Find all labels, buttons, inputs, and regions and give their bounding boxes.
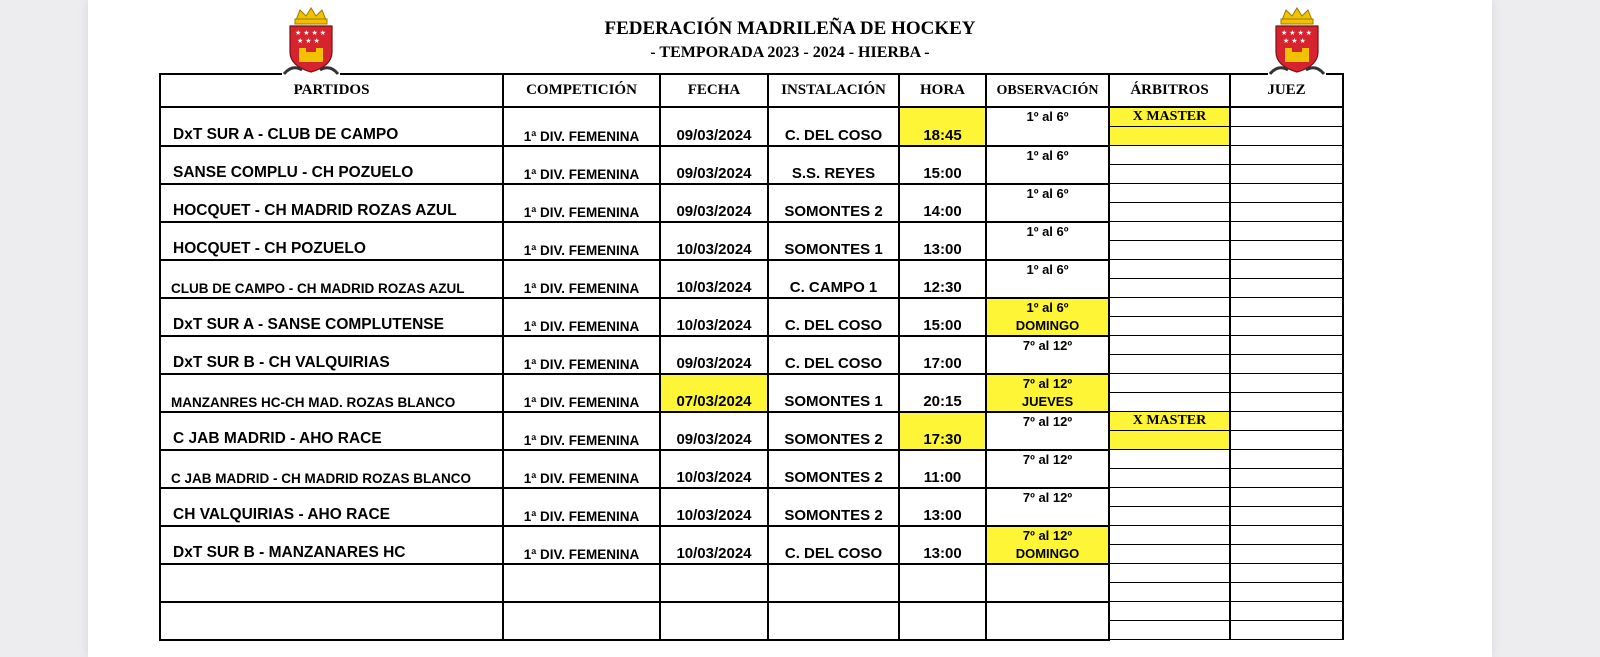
juez-cell [1230,393,1343,412]
juez-cell [1230,374,1343,393]
competicion-cell: 1ª DIV. FEMENINA [503,374,660,412]
instalacion-cell [768,602,899,640]
arbitro-cell [1109,469,1230,488]
partido-cell: DxT SUR A - CLUB DE CAMPO [160,107,503,146]
juez-cell [1230,127,1343,146]
observacion-line: 1º al 6º [1026,109,1069,124]
competicion-cell [503,602,660,640]
fecha-cell: 09/03/2024 [660,107,768,146]
observacion-line: 7º al 12º [1022,413,1073,429]
instalacion-cell: SOMONTES 1 [768,222,899,260]
observacion-line: DOMINGO [1015,317,1080,333]
juez-cell [1230,241,1343,260]
svg-text:★ ★ ★ ★: ★ ★ ★ ★ [1281,30,1312,37]
observacion-cell [986,450,1109,488]
hora-cell: 17:00 [899,336,986,374]
observacion-cell [986,602,1109,640]
table-row [160,336,1343,355]
juez-cell [1230,507,1343,526]
juez-cell [1230,355,1343,374]
svg-text:★ ★ ★ ★: ★ ★ ★ ★ [295,30,326,37]
arbitro-cell [1109,488,1230,507]
juez-cell [1230,260,1343,279]
observacion-line: 1º al 6º [1026,223,1069,239]
hora-cell: 11:00 [899,450,986,488]
juez-cell [1230,298,1343,317]
partido-cell: DxT SUR B - MANZANARES HC [160,526,503,564]
table-row [160,298,1343,317]
juez-cell [1230,107,1343,127]
juez-cell [1230,488,1343,507]
arbitro-cell [1109,146,1230,165]
instalacion-cell: C. DEL COSO [768,107,899,146]
juez-cell [1230,431,1343,450]
instalacion-cell: SOMONTES 1 [768,374,899,412]
table-row [160,488,1343,507]
fecha-cell: 10/03/2024 [660,222,768,260]
juez-cell [1230,146,1343,165]
competicion-cell: 1ª DIV. FEMENINA [503,146,660,184]
hora-cell: 15:00 [899,298,986,336]
hora-cell: 17:30 [899,412,986,450]
schedule-sheet [88,0,1492,657]
column-header-instalacion: INSTALACIÓN [768,74,899,107]
fecha-cell: 10/03/2024 [660,526,768,564]
juez-cell [1230,317,1343,336]
partido-cell: CLUB DE CAMPO - CH MADRID ROZAS AZUL [160,260,503,298]
svg-text:★ ★ ★: ★ ★ ★ [1283,38,1306,45]
arbitro-cell [1109,184,1230,203]
partido-cell: C JAB MADRID - CH MADRID ROZAS BLANCO [160,450,503,488]
arbitro-cell [1109,526,1230,545]
partido-cell: DxT SUR B - CH VALQUIRIAS [160,336,503,374]
juez-cell [1230,203,1343,222]
observacion-line: 7º al 12º [1022,527,1073,543]
hora-cell [899,564,986,602]
juez-cell [1230,602,1343,621]
table-row [160,602,1343,621]
partido-cell [160,564,503,602]
arbitro-cell [1109,621,1230,640]
table-row [160,564,1343,583]
observacion-line: 7º al 12º [1022,337,1073,353]
observacion-cell [986,336,1109,374]
competicion-cell: 1ª DIV. FEMENINA [503,222,660,260]
column-header-arbitros: ÁRBITROS [1109,74,1230,107]
observacion-cell [986,412,1109,450]
column-header-partidos: PARTIDOS [160,74,503,107]
observacion-cell [986,564,1109,602]
partido-cell: MANZANRES HC-CH MAD. ROZAS BLANCO [160,374,503,412]
observacion-line: 1º al 6º [1026,299,1069,315]
partido-cell [160,602,503,640]
fecha-cell [660,564,768,602]
table-row [160,260,1343,279]
instalacion-cell: SOMONTES 2 [768,412,899,450]
hora-cell: 15:00 [899,146,986,184]
table-row [160,526,1343,545]
instalacion-cell: C. CAMPO 1 [768,260,899,298]
observacion-cell [986,260,1109,298]
fecha-cell: 09/03/2024 [660,184,768,222]
competicion-cell: 1ª DIV. FEMENINA [503,488,660,526]
competicion-cell: 1ª DIV. FEMENINA [503,107,660,146]
observacion-cell [986,374,1109,412]
instalacion-cell: S.S. REYES [768,146,899,184]
juez-cell [1230,336,1343,355]
column-header-observacion: OBSERVACIÓN [986,74,1109,107]
competicion-cell: 1ª DIV. FEMENINA [503,298,660,336]
observacion-line: 1º al 6º [1026,185,1069,201]
competicion-cell: 1ª DIV. FEMENINA [503,412,660,450]
arbitro-cell [1109,203,1230,222]
competicion-cell: 1ª DIV. FEMENINA [503,260,660,298]
instalacion-cell [768,564,899,602]
partido-cell: C JAB MADRID - AHO RACE [160,412,503,450]
arbitro-cell [1109,583,1230,602]
hora-cell: 20:15 [899,374,986,412]
juez-cell [1230,583,1343,602]
observacion-cell [986,184,1109,222]
instalacion-cell: C. DEL COSO [768,526,899,564]
fecha-cell: 09/03/2024 [660,146,768,184]
observacion-line: 7º al 12º [1022,489,1073,505]
fecha-cell: 10/03/2024 [660,488,768,526]
arbitro-cell [1109,545,1230,564]
fecha-cell: 09/03/2024 [660,412,768,450]
competicion-cell [503,564,660,602]
observacion-line: 7º al 12º [1022,451,1073,467]
arbitro-cell [1109,355,1230,374]
arbitro-cell [1109,127,1230,146]
juez-cell [1230,450,1343,469]
arbitro-cell [1109,374,1230,393]
competicion-cell: 1ª DIV. FEMENINA [503,336,660,374]
observacion-line: 1º al 6º [1026,261,1069,277]
madrid-crest-icon [282,6,340,78]
instalacion-cell: C. DEL COSO [768,336,899,374]
table-row [160,107,1343,127]
arbitro-cell [1109,507,1230,526]
partido-cell: SANSE COMPLU - CH POZUELO [160,146,503,184]
table-row [160,450,1343,469]
fecha-cell: 07/03/2024 [660,374,768,412]
observacion-line: 1º al 6º [1026,147,1069,163]
partido-cell: HOCQUET - CH POZUELO [160,222,503,260]
table-row [160,374,1343,393]
fecha-cell: 10/03/2024 [660,298,768,336]
instalacion-cell: SOMONTES 2 [768,450,899,488]
juez-cell [1230,469,1343,488]
table-row [160,412,1343,431]
juez-cell [1230,564,1343,583]
svg-text:★ ★ ★: ★ ★ ★ [297,38,320,45]
arbitro-cell [1109,564,1230,583]
arbitro-cell [1109,602,1230,621]
column-header-fecha: FECHA [660,74,768,107]
match-schedule-table [159,73,1344,641]
partido-cell: DxT SUR A - SANSE COMPLUTENSE [160,298,503,336]
hora-cell: 13:00 [899,526,986,564]
juez-cell [1230,222,1343,241]
hora-cell [899,602,986,640]
juez-cell [1230,279,1343,298]
instalacion-cell: SOMONTES 2 [768,184,899,222]
arbitro-cell [1109,260,1230,279]
instalacion-cell: C. DEL COSO [768,298,899,336]
observacion-line: 7º al 12º [1022,375,1073,391]
observacion-cell [986,298,1109,336]
observacion-cell [986,488,1109,526]
juez-cell [1230,184,1343,203]
observacion-line: JUEVES [1021,393,1074,409]
table-row [160,184,1343,203]
arbitro-cell: X MASTER [1109,412,1230,431]
arbitro-cell [1109,336,1230,355]
table-row [160,146,1343,165]
table-row [160,222,1343,241]
hora-cell: 18:45 [899,107,986,146]
competicion-cell: 1ª DIV. FEMENINA [503,450,660,488]
competicion-cell: 1ª DIV. FEMENINA [503,184,660,222]
arbitro-cell [1109,317,1230,336]
partido-cell: CH VALQUIRIAS - AHO RACE [160,488,503,526]
hora-cell: 13:00 [899,222,986,260]
fecha-cell: 10/03/2024 [660,450,768,488]
competicion-cell: 1ª DIV. FEMENINA [503,526,660,564]
observacion-cell [986,222,1109,260]
observacion-cell [986,146,1109,184]
juez-cell [1230,621,1343,640]
arbitro-cell: X MASTER [1109,107,1230,127]
madrid-crest-icon [1268,6,1326,78]
observacion-line: DOMINGO [1015,545,1080,561]
hora-cell: 12:30 [899,260,986,298]
arbitro-cell [1109,222,1230,241]
partido-cell: HOCQUET - CH MADRID ROZAS AZUL [160,184,503,222]
juez-cell [1230,412,1343,431]
juez-cell [1230,165,1343,184]
instalacion-cell: SOMONTES 2 [768,488,899,526]
arbitro-cell [1109,431,1230,450]
juez-cell [1230,545,1343,564]
arbitro-cell [1109,241,1230,260]
juez-cell [1230,526,1343,545]
hora-cell: 13:00 [899,488,986,526]
arbitro-cell [1109,165,1230,184]
page-title: FEDERACIÓN MADRILEÑA DE HOCKEY [604,18,976,39]
column-header-competicion: COMPETICIÓN [503,74,660,107]
fecha-cell: 10/03/2024 [660,260,768,298]
fecha-cell [660,602,768,640]
column-header-hora: HORA [899,74,986,107]
fecha-cell: 09/03/2024 [660,336,768,374]
arbitro-cell [1109,279,1230,298]
table-header-row [160,74,1343,107]
observacion-cell [986,107,1109,146]
observacion-cell [986,526,1109,564]
page-subtitle: - TEMPORADA 2023 - 2024 - HIERBA - [650,44,930,61]
column-header-juez: JUEZ [1230,74,1343,107]
hora-cell: 14:00 [899,184,986,222]
arbitro-cell [1109,393,1230,412]
arbitro-cell [1109,298,1230,317]
arbitro-cell [1109,450,1230,469]
